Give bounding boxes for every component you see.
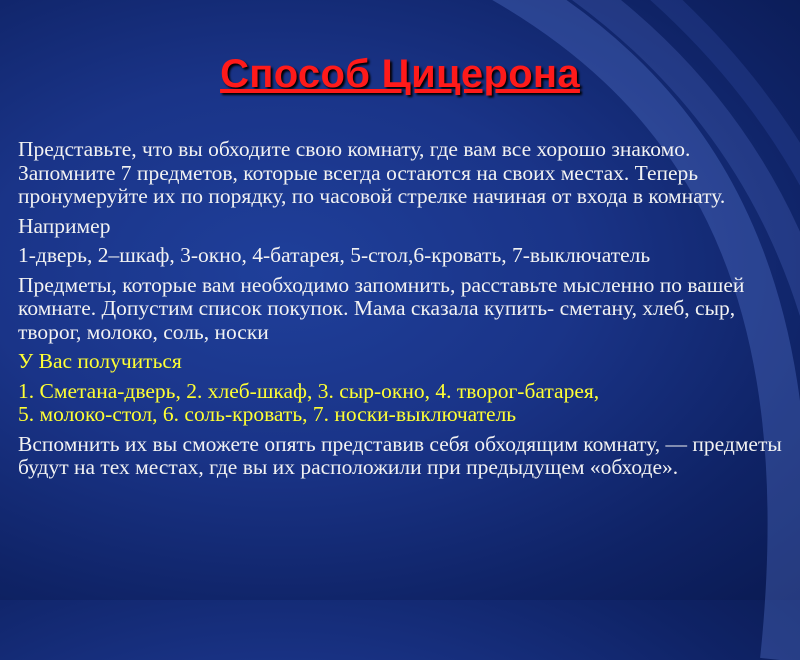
intro-paragraph: Представьте, что вы обходите свою комнату, где вам все хорошо знакомо. Запомните 7 предметов, которые всегда остаются на своих местах. Теперь пронумеруйте их по порядку, по часовой стрелке начиная от входа в комнату.: [18, 137, 726, 208]
result-line-2: 5. молоко-стол, 6. соль-кровать, 7. носки-выключатель: [18, 402, 517, 426]
shopping-list-paragraph: Предметы, которые вам необходимо запомнить, расставьте мысленно по вашей комнате. Допустим список покупок. Мама сказала купить- сметану, хлеб, сыр, творог, молоко, соль, носки: [18, 272, 745, 344]
result-line-1: 1. Сметана-дверь, 2. хлеб-шкаф, 3. сыр-окно, 4. творог-батарея,: [18, 378, 600, 403]
result-heading: У Вас получиться: [18, 349, 182, 373]
slide-body: [18, 138, 793, 486]
example-heading: Например: [18, 213, 111, 238]
slide-title: Способ Цицерона: [220, 52, 580, 96]
room-items-list: 1-дверь, 2–шкаф, 3-окно, 4-батарея, 5-стол,6-кровать, 7-выключатель: [18, 243, 651, 267]
conclusion-paragraph: Вспомнить их вы сможете опять представив себя обходящим комнату, — предметы будут на тех местах, где вы их расположили при предыдущем «обходе».: [18, 431, 782, 479]
